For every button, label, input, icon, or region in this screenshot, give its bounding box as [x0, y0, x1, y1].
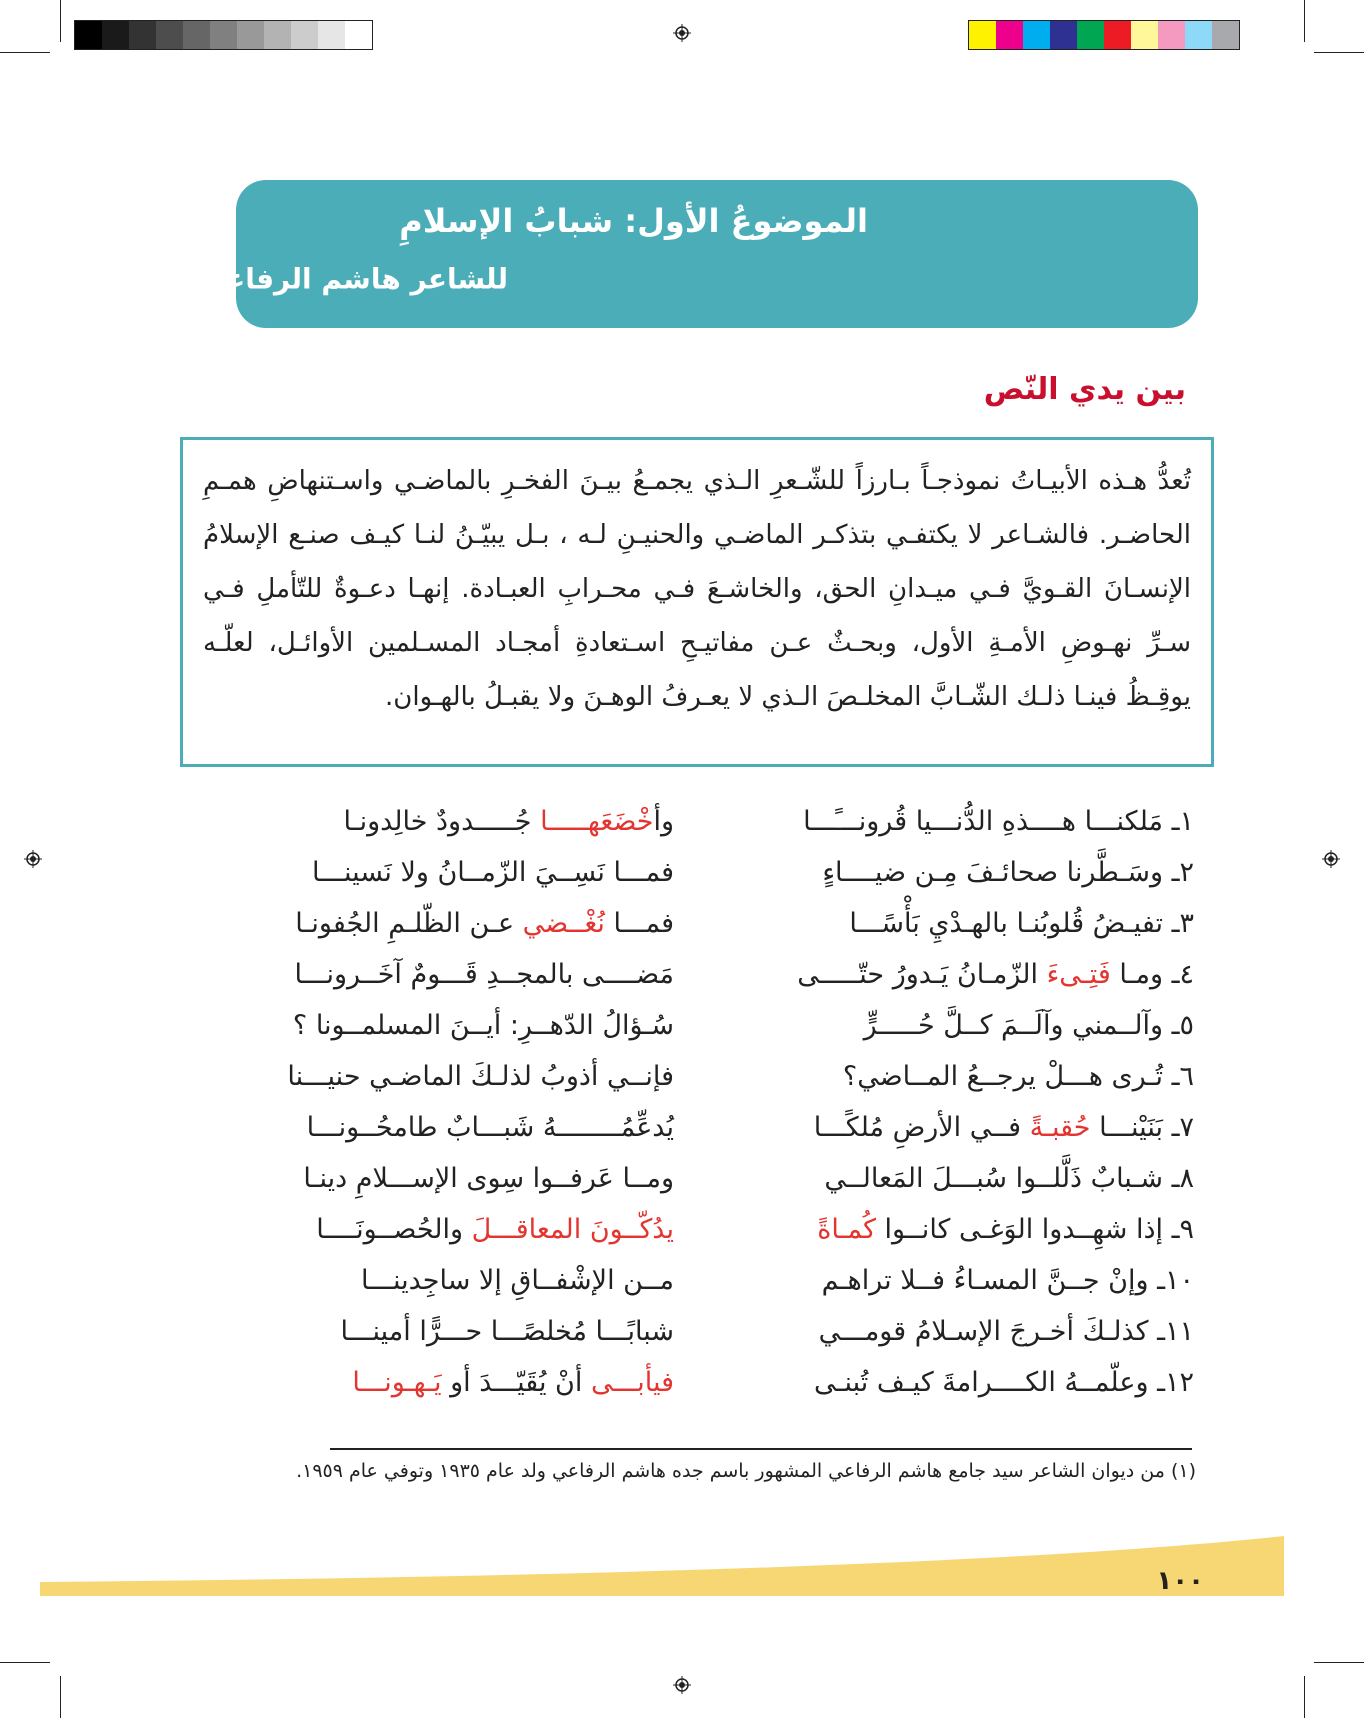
intro-box — [180, 437, 1214, 767]
verse-text: الزّمـانُ يَـدورُ حتّـــــى — [797, 959, 1047, 990]
color-swatch — [996, 21, 1023, 49]
color-swatch — [75, 21, 102, 49]
verse-text: ومــا عَرفــوا سِوى الإســـلامِ دينـا — [303, 1163, 674, 1194]
verse-first-hemistich — [774, 1010, 1194, 1064]
verse-first-hemistich — [774, 1112, 1194, 1166]
highlighted-word: يدُكّــونَ المعاقـــلَ — [471, 1214, 674, 1245]
verse-text: أنْ يُقَيّـــدَ أو — [441, 1367, 591, 1398]
lesson-title: الموضوعُ الأول: شبابُ الإسلامِ — [399, 202, 868, 240]
color-swatch — [1077, 21, 1104, 49]
verse-text: والحُصــونَــــا — [316, 1214, 472, 1245]
registration-mark-icon — [673, 1676, 691, 1694]
verse-second-hemistich — [204, 857, 674, 911]
verse-first-hemistich — [774, 908, 1194, 962]
footnote-ref: (١) — [170, 262, 198, 283]
verse-text: ٣ـ تفيـضُ قُلوبُنـا بالهـدْيِ بَأْسًـــا — [849, 908, 1194, 939]
verse-text: ١٢ـ وعلّمــهُ الكــــرامةَ كيـف تُبنـى — [814, 1367, 1194, 1398]
registration-mark-icon — [1322, 850, 1340, 868]
lesson-header-banner — [170, 180, 1198, 328]
highlighted-word: نُغْــضي — [522, 908, 605, 939]
verse-second-hemistich — [204, 1010, 674, 1064]
highlighted-word: يَـهـونـــا — [352, 1367, 442, 1398]
verse-text: جُـــــدودٌ خالِدونـا — [343, 806, 541, 837]
verse-text: شبابًـــا مُخلصًـــا حـــرًّا أمينـــا — [340, 1316, 674, 1347]
color-swatch — [1185, 21, 1212, 49]
verse-text: ٢ـ وسَـطَّرنا صحائـفَ مِـن ضيــــاءٍ — [822, 857, 1194, 888]
footnote-divider — [330, 1448, 1192, 1450]
verse-first-hemistich — [774, 1061, 1194, 1115]
verse-text: ١٠ـ وإنْ جــنَّ المسـاءُ فــلا تراهـم — [821, 1265, 1194, 1296]
verse-text: ٤ـ ومـا — [1110, 959, 1194, 990]
verse-text: ١ـ مَلكنـــا هــــذهِ الدُّنـــيا قُرونـــًـــا — [803, 806, 1194, 837]
verse-second-hemistich — [204, 1061, 674, 1115]
verse-text: ٩ـ إذا شهِــدوا الوَغـى كانــوا — [875, 1214, 1194, 1245]
grayscale-color-bar — [74, 20, 373, 50]
color-swatch — [264, 21, 291, 49]
color-swatch — [1212, 21, 1239, 49]
highlighted-word: فَتِـىءَ — [1046, 959, 1111, 990]
verse-first-hemistich — [774, 1163, 1194, 1217]
verse-text: فمـــا نَسِــيَ الزّمــانُ ولا نَسينـــا — [312, 857, 674, 888]
color-swatch — [102, 21, 129, 49]
verse-text: ١١ـ كذلـكَ أخـرجَ الإسـلامُ قومـــي — [818, 1316, 1194, 1347]
highlighted-word: فيأبـــى — [590, 1367, 674, 1398]
verse-first-hemistich — [774, 1265, 1194, 1319]
color-swatch — [969, 21, 996, 49]
verse-second-hemistich — [204, 908, 674, 962]
verse-second-hemistich — [204, 1214, 674, 1268]
color-swatch — [210, 21, 237, 49]
verse-second-hemistich — [204, 1112, 674, 1166]
color-swatch — [156, 21, 183, 49]
poet-name-text: للشاعر هاشم الرفاعي — [197, 262, 508, 296]
color-swatch — [1131, 21, 1158, 49]
color-swatch — [1023, 21, 1050, 49]
page-number: ١٠٠ — [1156, 1566, 1204, 1596]
verse-first-hemistich — [774, 857, 1194, 911]
color-swatch — [1158, 21, 1185, 49]
verse-text: ٦ـ تُـرى هـــلْ يرجــعُ المــاضي؟ — [842, 1061, 1194, 1092]
verse-second-hemistich — [204, 1316, 674, 1370]
verse-text: ٧ـ بَنَيْنـــا — [1090, 1112, 1194, 1143]
verse-text: فــي الأرضِ مُلكًـــا — [813, 1112, 1030, 1143]
color-swatch — [291, 21, 318, 49]
verse-first-hemistich — [774, 1316, 1194, 1370]
color-swatch — [129, 21, 156, 49]
section-heading: بين يدي النّص — [983, 372, 1186, 407]
verse-second-hemistich — [204, 1163, 674, 1217]
verse-text: عـن الظّلـمِ الجُفونـا — [295, 908, 523, 939]
verse-text: فإنــي أذوبُ لذلـكَ الماضـي حنيـــنا — [287, 1061, 674, 1092]
highlighted-word: كُمـاةً — [817, 1214, 876, 1245]
verse-second-hemistich — [204, 806, 674, 860]
verse-text: مَضــــى بالمجــدِ قَـــومٌ آخَــرونـــا — [294, 959, 674, 990]
intro-paragraph: تُعدُّ هـذه الأبيـاتُ نموذجـاً بـارزاً للشّـعرِ الـذي يجمـعُ بيـنَ الفخـرِ بالماضـي واسـتنهاضِ همـمِ الحاضـر. فالشـاعر لا يكتفـي بتذكـر الماضـي والحنيـنِ لـه ، بـل يبيّـنُ لنـا كيـف صنـع الإسلامُ الإنسـانَ القـويَّ فـي ميـدانِ الحق، والخاشـعَ فـي محـرابِ العبـادة. إنهـا دعـوةٌ للتّأملِ فـي سـرِّ نهـوضِ الأمـةِ الأول، وبحـثٌ عـن مفاتيـحِ اسـتعادةِ أمجـاد المسـلمين الأوائـل، لعلّـه يوقِـظُ فينـا ذلـك الشّـابَّ المخلـصَ الـذي لا يعـرفُ الوهـنَ ولا يقبـلُ بالهـوان. — [203, 466, 1191, 712]
verse-second-hemistich — [204, 1265, 674, 1319]
highlighted-word: حُقبـةً — [1029, 1112, 1091, 1143]
highlighted-word: خْضَعَهـــــا — [540, 806, 654, 837]
verse-text: فمـــا — [604, 908, 674, 939]
verse-second-hemistich — [204, 1367, 674, 1421]
verse-text: سُـؤالُ الدّهــرِ: أيــنَ المسلمــونا ؟ — [292, 1010, 674, 1041]
verse-first-hemistich — [774, 1367, 1194, 1421]
color-swatch — [237, 21, 264, 49]
verse-text: ٥ـ وآلــمني وآلَــمَ كــلَّ حُـــــرٍّ — [863, 1010, 1194, 1041]
verse-first-hemistich — [774, 1214, 1194, 1268]
verse-second-hemistich — [204, 959, 674, 1013]
verse-text: مــن الإشْفــاقِ إلا ساجِدينـــا — [361, 1265, 674, 1296]
verse-text: ٨ـ شـبابٌ ذَلَّلــوا سُبـــلَ المَعالــي — [824, 1163, 1194, 1194]
registration-mark-icon — [24, 850, 42, 868]
verse-first-hemistich — [774, 806, 1194, 860]
poet-name — [170, 262, 508, 295]
registration-mark-icon — [673, 24, 691, 42]
verse-text: وأ — [653, 806, 674, 837]
footnote: (١) من ديوان الشاعر سيد جامع هاشم الرفاعي المشهور باسم جده هاشم الرفاعي ولد عام ١٩٣٥ وتوفي عام ١٩٥٩. — [296, 1460, 1196, 1482]
process-color-bar — [968, 20, 1240, 50]
verse-text: يُدعِّمُــــــــهُ شَبـــابٌ طامحُــونـــا — [306, 1112, 674, 1143]
color-swatch — [1104, 21, 1131, 49]
color-swatch — [345, 21, 372, 49]
verse-first-hemistich — [774, 959, 1194, 1013]
color-swatch — [318, 21, 345, 49]
color-swatch — [1050, 21, 1077, 49]
color-swatch — [183, 21, 210, 49]
